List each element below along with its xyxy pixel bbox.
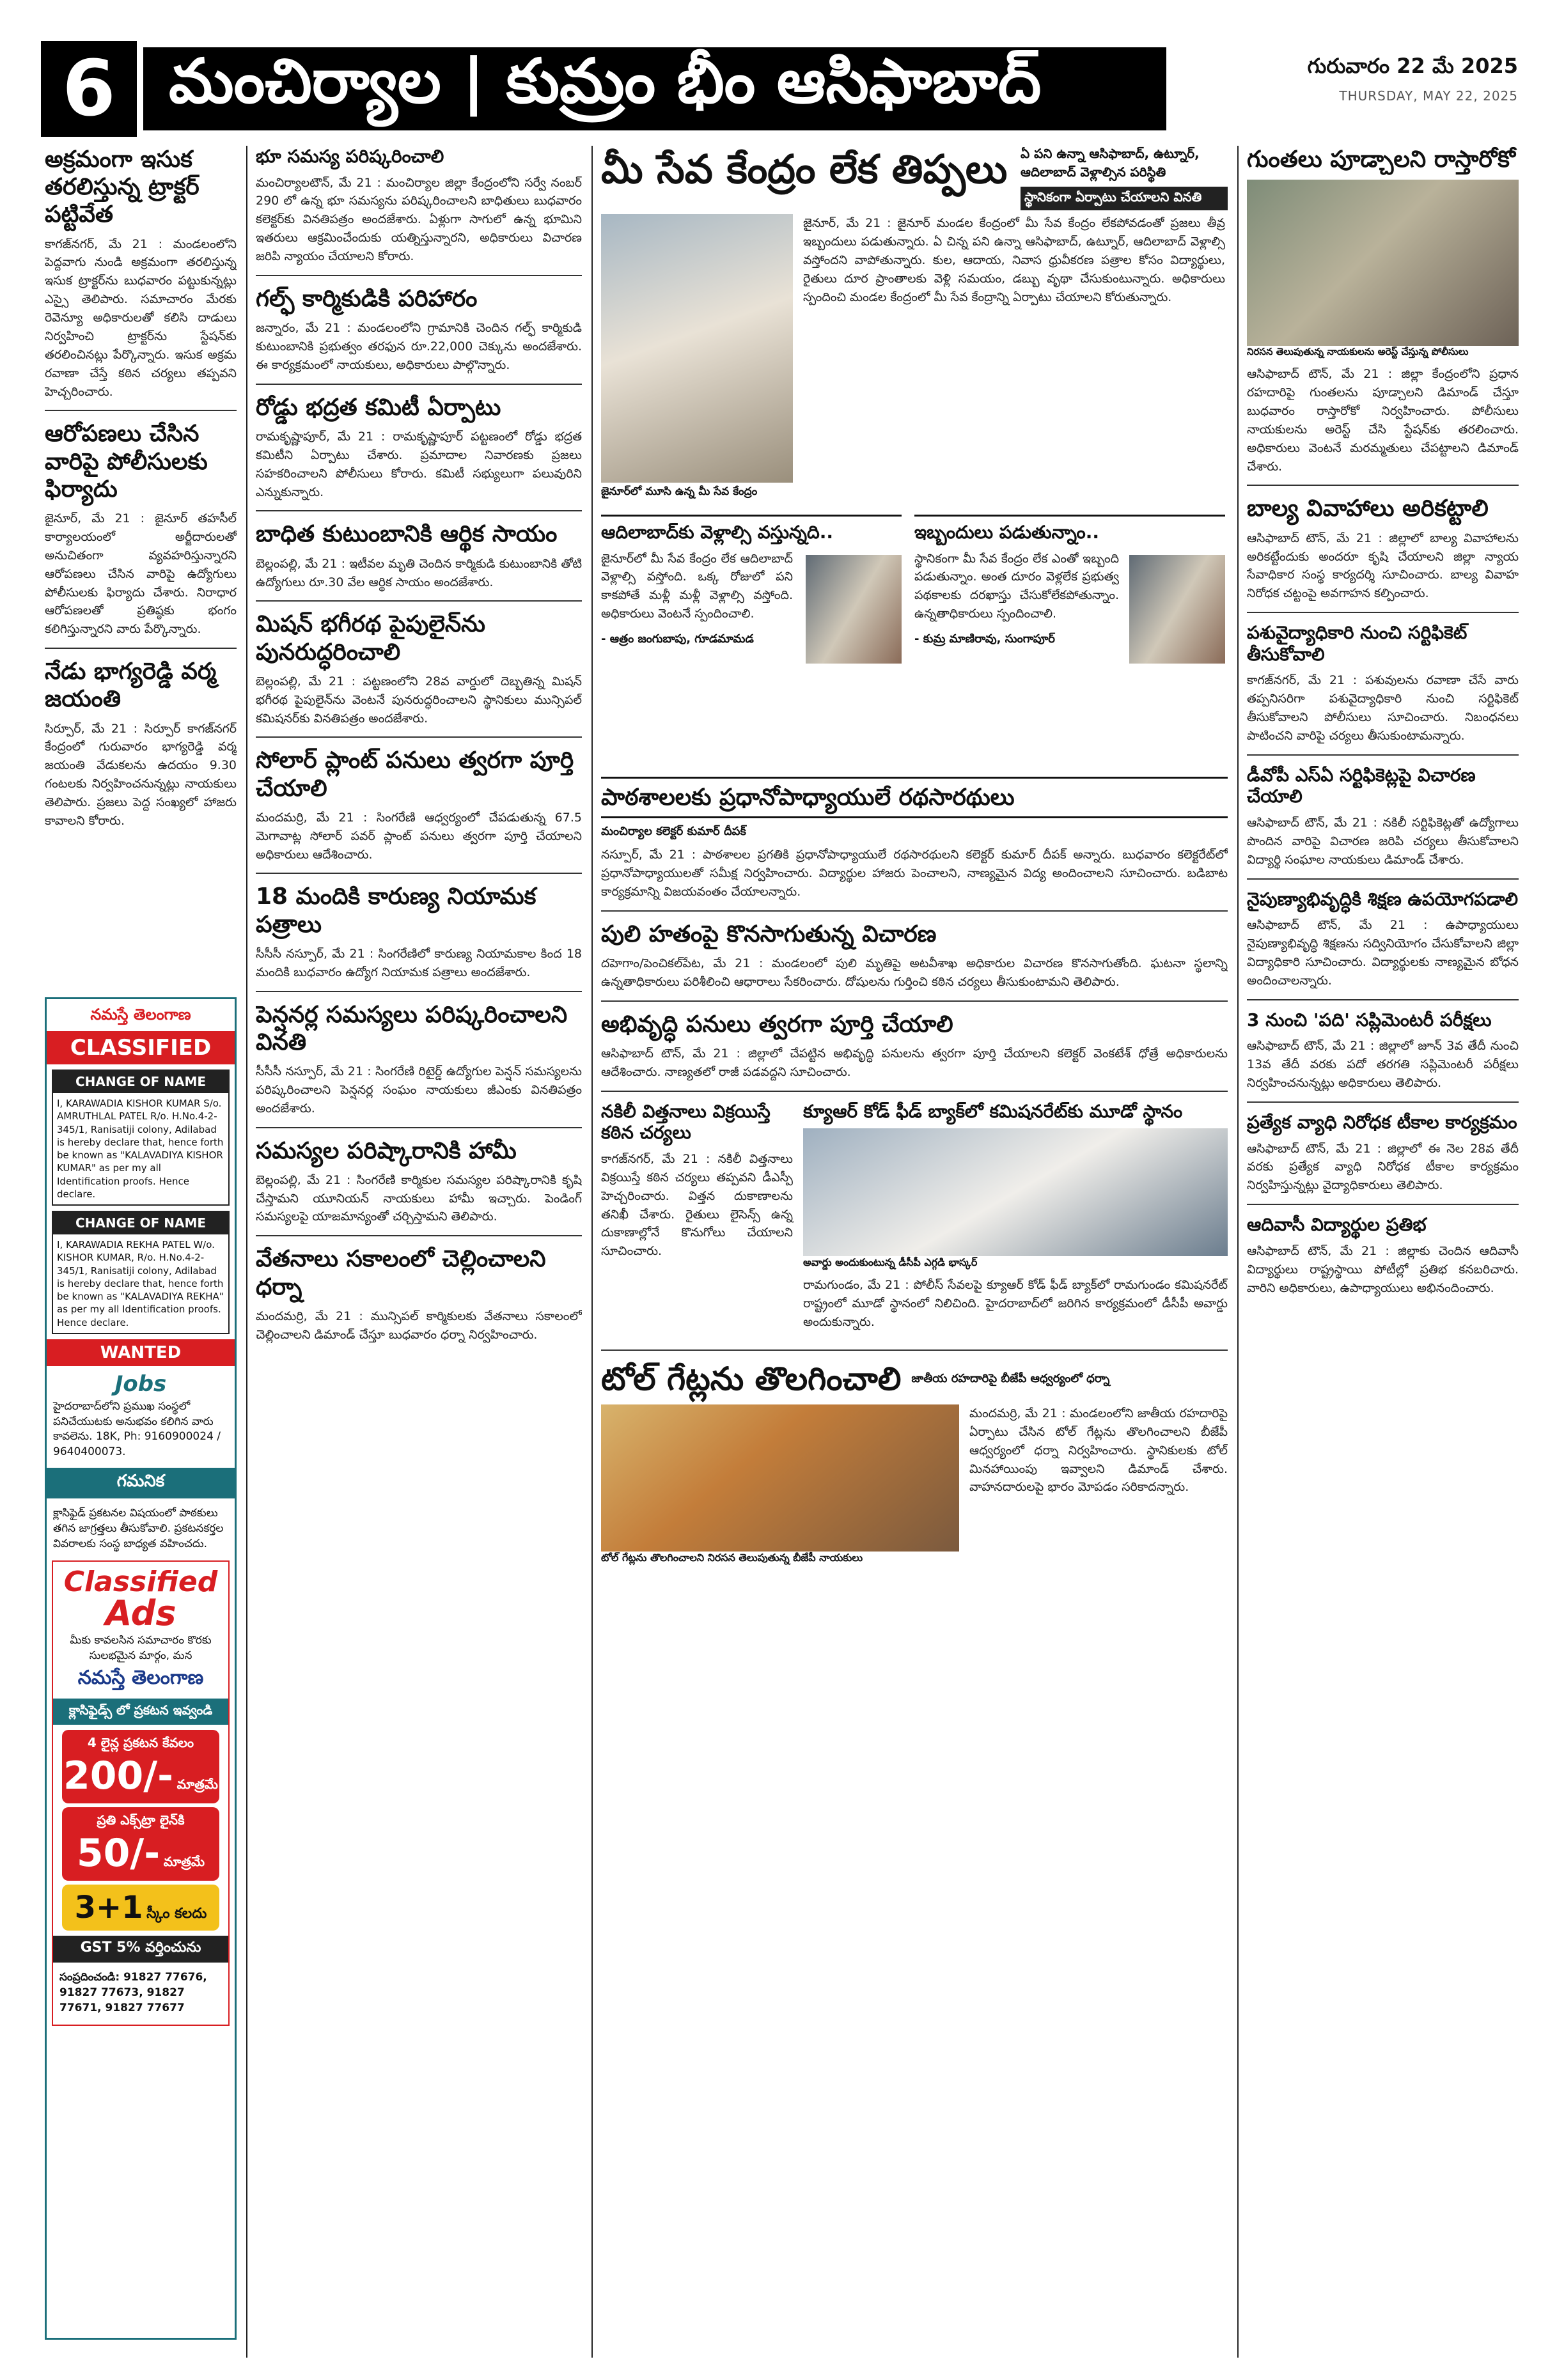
article-child-marriages: ఆసిఫాబాద్ టౌన్, మే 21 : జిల్లాలో బాల్య వివాహాలను అరికట్టేందుకు అందరూ కృషి చేయాలని జిల్లా న్యాయ సేవాధికార సంస్థ కార్యదర్శి సూచించారు. బాల్య వివాహ నిరోధక చట్టంపై అవగాహన కల్పించారు. bbox=[1247, 531, 1519, 601]
headline-veterinary-certificate: పశువైద్యాధికారి నుంచి సర్టిఫికెట్ తీసుకోవాలి bbox=[1247, 622, 1467, 665]
article-gulf-worker: జన్నారం, మే 21 : మండలంలోని గ్రామానికి చెందిన గల్ఫ్ కార్మికుడి కుటుంబానికి ప్రభుత్వం తరఫున రూ.22,000 చెక్కును అందజేశారు. ఈ కార్యక్రమంలో నాయకులు, అధికారులు పాల్గొన్నారు. bbox=[256, 321, 582, 372]
masthead bbox=[41, 41, 1518, 137]
divider bbox=[256, 275, 582, 276]
article-financial-aid: బెల్లంపల్లి, మే 21 : ఇటీవల మృతి చెందిన కార్మికుడి కుటుంబానికి తోటి ఉద్యోగులు రూ.30 వేల ఆర్థిక సాయం అందజేశారు. bbox=[256, 556, 582, 589]
divider bbox=[1247, 1101, 1519, 1103]
divider bbox=[256, 1235, 582, 1236]
headline-supplementary-exams: 3 నుంచి 'పది' సప్లిమెంటరీ పరీక్షలు bbox=[1247, 1009, 1492, 1031]
divider bbox=[601, 910, 1228, 912]
article-assurance: బెల్లంపల్లి, మే 21 : సింగరేణి కార్మికుల సమస్యల పరిష్కారానికి కృషి చేస్తామని యూనియన్ నాయకులు హామీ ఇచ్చారు. పెండింగ్ సమస్యలపై యాజమాన్యంతో చర్చిస్తామని తెలిపారు. bbox=[256, 1172, 582, 1224]
qr-award-photo bbox=[803, 1128, 1228, 1256]
column-right bbox=[1247, 146, 1519, 2358]
headline-tiger-probe: పులి హతంపై కొనసాగుతున్న విచారణ bbox=[601, 921, 937, 947]
quote-1-photo bbox=[806, 555, 902, 664]
divider bbox=[1247, 754, 1519, 756]
price-basic-unit: మాత్రమే bbox=[176, 1776, 218, 1792]
quote-box-1 bbox=[601, 515, 902, 770]
article-fake-seeds: కాగజ్‌నగర్, మే 21 : నకిలీ విత్తనాలు విక్రయిస్తే కఠిన చర్యలు తప్పవని డీఎస్పీ హెచ్చరించారు. విత్తన దుకాణాలను తనిఖీ చేశారు. రైతులు లైసెన్స్ ఉన్న దుకాణాల్లోనే కొనుగోలు చేయాలని సూచించారు. bbox=[601, 1151, 793, 1259]
lead-story-block bbox=[601, 214, 1228, 777]
notice-title: CHANGE OF NAME bbox=[53, 1212, 228, 1234]
story-qr-feedback bbox=[803, 1101, 1228, 1341]
article-potholes-rastaroko: ఆసిఫాబాద్ టౌన్, మే 21 : జిల్లా కేంద్రంలోని ప్రధాన రహదారిపై గుంతలను పూడ్చాలని డిమాండ్ చేస్తూ బుధవారం రాస్తారోకో నిర్వహించారు. పోలీసులు నాయకులను అరెస్ట్ చేసి స్టేషన్‌కు తరలించారు. అధికారులు వెంటనే మరమ్మతులు చేపట్టాలని డిమాండ్ చేశారు. bbox=[1247, 367, 1519, 474]
lead-subhead: స్థానికంగా ఏర్పాటు చేయాలని వినతి bbox=[1021, 187, 1228, 210]
offer-badge bbox=[62, 1885, 219, 1931]
article-veterinary-certificate: కాగజ్‌నగర్, మే 21 : పశువులను రవాణా చేసే వారు తప్పనిసరిగా పశువైద్యాధికారి నుంచి సర్టిఫికెట్ తీసుకోవాలని పోలీసులు సూచించారు. నిబంధనలు పాటించని వారిపై చర్యలు తీసుకుంటామన్నారు. bbox=[1247, 673, 1519, 743]
lead-photo bbox=[601, 214, 793, 483]
page-number: 6 bbox=[41, 41, 137, 137]
headline-jayanthi: నేడు భాగ్యరెడ్డి వర్మ జయంతి bbox=[45, 658, 217, 713]
headline-development-works: అభివృద్ధి పనులు త్వరగా పూర్తి చేయాలి bbox=[601, 1011, 953, 1038]
column-left bbox=[45, 146, 237, 990]
quote-1-text: జైనూర్‌లో మీ సేవ కేంద్రం లేక ఆదిలాబాద్ వెళ్లాల్సి వస్తోంది. ఒక్క రోజులో పని కాకపోతే మళ్లీ మళ్లీ వెళ్లాల్సి వస్తోంది. అధికారులు వెంటనే స్పందించాలి. bbox=[601, 551, 793, 621]
article-pensioners: సీసీసీ నస్పూర్, మే 21 : సింగరేణి రిటైర్డ్ ఉద్యోగుల పెన్షన్ సమస్యలను పరిష్కరించాలని పెన్షనర్ల సంఘం నాయకులు జీఎంకు వినతిపత్రం అందజేశారు. bbox=[256, 1064, 582, 1116]
toll-photo-wrap bbox=[601, 1404, 959, 1571]
divider bbox=[1247, 1204, 1519, 1205]
article-qr-feedback: రామగుండం, మే 21 : పోలీస్ సేవలపై క్యూఆర్ కోడ్ ఫీడ్ బ్యాక్‌లో రామగుండం కమిషనరేట్ రాష్ట్రంలో మూడో స్థానంలో నిలిచింది. హైదరాబాద్‌లో జరిగిన కార్యక్రమంలో డీసీపీ అవార్డు అందుకున్నారు. bbox=[803, 1278, 1228, 1330]
toll-heading-row bbox=[601, 1360, 1228, 1404]
article-police-complaint: జైనూర్, మే 21 : జైనూర్ తహసీల్ కార్యాలయంలో అర్జీదారులతో అనుచితంగా వ్యవహరిస్తున్నారని ఆరోపణలు చేసిన వారిపై ఉద్యోగులు పోలీసులకు ఫిర్యాదు చేశారు. నిరాధార ఆరోపణలతో ప్రతిష్ఠకు భంగం కలిగిస్తున్నారని వారు పేర్కొన్నారు. bbox=[45, 511, 237, 637]
column-rule bbox=[246, 146, 247, 2358]
quote-2-text: స్థానికంగా మీ సేవ కేంద్రం లేక ఎంతో ఇబ్బంది పడుతున్నాం. అంత దూరం వెళ్లలేక ప్రభుత్వ పథకాలకు దరఖాస్తు చేసుకోలేకపోతున్నాం. ఉన్నతాధికారులు స్పందించాలి. bbox=[914, 551, 1119, 621]
jobs-logo: Jobs bbox=[114, 1371, 167, 1397]
divider bbox=[256, 1127, 582, 1128]
quote-2-author: - కుమ్ర మాణిరావు, సుంగాపూర్ bbox=[914, 632, 1055, 646]
headline-financial-aid: బాధిత కుటుంబానికి ఆర్థిక సాయం bbox=[256, 521, 558, 548]
article-wages-dharna: మందమర్రి, మే 21 : మున్సిపల్ కార్మికులకు వేతనాలు సకాలంలో చెల్లించాలని డిమాండ్ చేస్తూ బుధవారం ధర్నా నిర్వహించారు. bbox=[256, 1309, 582, 1342]
divider bbox=[601, 1000, 1228, 1002]
ads-word-classified: Classified bbox=[63, 1566, 218, 1599]
price-basic bbox=[62, 1730, 219, 1803]
toll-subhead: జాతీయ రహదారిపై బీజేపీ ఆధ్వర్యంలో ధర్నా bbox=[911, 1372, 1110, 1386]
article-development-works: ఆసిఫాబాద్ టౌన్, మే 21 : జిల్లాలో చేపట్టిన అభివృద్ధి పనులను త్వరగా పూర్తి చేయాలని కలెక్టర్ వెంకటేశ్ ధోత్రే అధికారులను ఆదేశించారు. నాణ్యతలో రాజీ పడవద్దని సూచించారు. bbox=[601, 1046, 1228, 1079]
lead-heading-row bbox=[601, 146, 1228, 214]
classified-ads-promo bbox=[52, 1560, 230, 2026]
rastaroko-photo bbox=[1247, 180, 1519, 346]
price-extra-line bbox=[62, 1807, 219, 1881]
article-appointments: సీసీసీ నస్పూర్, మే 21 : సింగరేణిలో కారుణ్య నియామకాల కింద 18 మందికి బుధవారం ఉద్యోగ నియామక పత్రాలు అందజేశారు. bbox=[256, 946, 582, 979]
ads-line: మీకు కావలసిన సమాచారం కొరకు సులభమైన మార్గం, మన bbox=[70, 1634, 212, 1663]
qr-award-caption: అవార్డు అందుకుంటున్న డీసీపీ ఎగ్గడి భాస్కర్ bbox=[803, 1256, 978, 1269]
article-land-issue: మంచిర్యాలటౌన్, మే 21 : మంచిర్యాల జిల్లా కేంద్రంలోని సర్వే నంబర్ 290 లో ఉన్న భూ సమస్యను పరిష్కరించాలని బాధితులు బుధవారం కలెక్టర్‌కు వినతిపత్రం అందజేశారు. ఏళ్లుగా సాగులో ఉన్న భూమిని ఇతరులు ఆక్రమించేందుకు యత్నిస్తున్నారని, అధికారులు విచారణ జరిపి న్యాయం చేయాలని కోరారు. bbox=[256, 175, 582, 264]
date-english: THURSDAY, MAY 22, 2025 bbox=[1339, 88, 1518, 104]
classified-header: CLASSIFIED bbox=[47, 1031, 235, 1064]
quote-box-2 bbox=[914, 515, 1225, 770]
divider bbox=[601, 1349, 1228, 1351]
notice-text: I, KARAWADIA REKHA PATEL W/o. KISHOR KUMAR, R/o. H.No.4-2-345/1, Ranisatiji colony, Adilabad is hereby declare that, hence forth be known as "KALAVADIYA REKHA" as per my all Identification proofs. Hence declare. bbox=[57, 1239, 224, 1328]
headline-qr-feedback: క్యూఆర్ కోడ్ ఫీడ్ బ్యాక్‌లో కమిషనరేట్‌కు మూడో స్థానం bbox=[803, 1100, 1183, 1122]
lead-subhead: ఏ పని ఉన్నా ఆసిఫాబాద్, ఉట్నూర్, ఆదిలాబాద్ వెళ్లాల్సిన పరిస్థితి bbox=[1021, 146, 1200, 180]
wanted-text: హైదరాబాద్‌లోని ప్రముఖ సంస్థలో పనిచేయుటకు అనుభవం కలిగిన వారు కావలెను. 18K, Ph: 9160900024 / 9640400073. bbox=[53, 1399, 221, 1459]
divider bbox=[256, 873, 582, 874]
headline-gulf-worker: గల్ఫ్ కార్మికుడికి పరిహారం bbox=[256, 285, 478, 312]
two-story-row bbox=[601, 1101, 1228, 1341]
wanted-header: WANTED bbox=[47, 1339, 235, 1366]
article-toll-gates: మందమర్రి, మే 21 : మండలంలోని జాతీయ రహదారిపై ఏర్పాటు చేసిన టోల్ గేట్లను తొలగించాలని బీజేపీ ఆధ్వర్యంలో ధర్నా నిర్వహించారు. స్థానికులకు టోల్ మినహాయింపు ఇవ్వాలని డిమాండ్ చేశారు. వాహనదారులపై భారం మోపడం సరికాదన్నారు. bbox=[969, 1406, 1228, 1495]
headline-appointments: 18 మందికి కారుణ్య నియామక పత్రాలు bbox=[256, 883, 536, 938]
divider bbox=[256, 510, 582, 511]
ads-word-ads: Ads bbox=[105, 1593, 176, 1634]
divider bbox=[1247, 485, 1519, 486]
notice-text: I, KARAWADIA KISHOR KUMAR S/o. AMRUTHLAL PATEL R/o. H.No.4-2-345/1, Ranisatiji colony, Adilabad is hereby declare that, hence forth be known as "KALAVADIYA KISHOR KUMAR" as per my all Identification proofs. Hence declare. bbox=[57, 1098, 224, 1200]
classified-panel bbox=[45, 997, 237, 2340]
headline-certificate-probe: డీవోపీ ఎస్ఏ సర్టిఫికెట్లపై విచారణ చేయాలి bbox=[1247, 764, 1476, 807]
offer-text: స్కీం కలదు bbox=[146, 1905, 207, 1922]
column-second bbox=[256, 146, 582, 2358]
headline-police-complaint: ఆరోపణలు చేసిన వారిపై పోలీసులకు ఫిర్యాదు bbox=[45, 421, 208, 502]
quote-1-author: - ఆత్రం జంగుబాపు, గూడమామడ bbox=[601, 632, 754, 646]
headline-skill-training: నైపుణ్యాభివృద్ధికి శిక్షణ ఉపయోగపడాలి bbox=[1247, 888, 1519, 910]
divider bbox=[45, 410, 237, 411]
divider bbox=[1247, 878, 1519, 880]
gst-note: GST 5% వర్తించును bbox=[53, 1936, 228, 1963]
article-road-safety: రామకృష్ణాపూర్, మే 21 : రామకృష్ణాపూర్ పట్టణంలో రోడ్డు భద్రత కమిటీని ఏర్పాటు చేశారు. ప్రమాదాల నివారణకు ప్రజలు సహకరించాలని పోలీసులు కోరారు. కమిటీ సభ్యులుగా పలువురిని ఎన్నుకున్నారు. bbox=[256, 429, 582, 499]
article-pipeline: బెల్లంపల్లి, మే 21 : పట్టణంలోని 28వ వార్డులో దెబ్బతిన్న మిషన్ భగీరథ పైపులైన్‌ను వెంటనే పునరుద్ధరించాలని స్థానికులు మున్సిపల్ కమిషనర్‌కు వినతిపత్రం అందజేశారు. bbox=[256, 674, 582, 726]
headline-wages-dharna: వేతనాలు సకాలంలో చెల్లించాలని ధర్నా bbox=[256, 1246, 546, 1300]
price-extra-unit: మాత్రమే bbox=[163, 1853, 205, 1869]
lead-subheads bbox=[1021, 146, 1228, 214]
divider bbox=[1247, 999, 1519, 1000]
classified-brand: నమస్తే తెలంగాణ bbox=[90, 1006, 191, 1023]
article-skill-training: ఆసిఫాబాద్ టౌన్, మే 21 : ఉపాధ్యాయులు నైపుణ్యాభివృద్ధి శిక్షణను సద్వినియోగం చేసుకోవాలని జిల్లా విద్యాధికారి సూచించారు. విద్యార్థులకు నాణ్యమైన బోధన అందించాలన్నారు. bbox=[1247, 918, 1519, 988]
headline-potholes-rastaroko: గుంతలు పూడ్చాలని రాస్తారోకో bbox=[1247, 146, 1515, 173]
toll-photo-caption: టోల్ గేట్లను తొలగించాలని నిరసన తెలుపుతున్న బీజేపీ నాయకులు bbox=[601, 1551, 863, 1564]
lead-headline: మీ సేవ కేంద్రం లేక తిప్పలు bbox=[601, 146, 1008, 192]
ads-brand: నమస్తే తెలంగాణ bbox=[77, 1666, 204, 1689]
headline-toll-gates: టోల్ గేట్లను తొలగించాలి bbox=[601, 1360, 902, 1397]
toll-protest-photo bbox=[601, 1404, 959, 1552]
byline-collector: మంచిర్యాల కలెక్టర్ కుమార్ దీపక్ bbox=[601, 825, 746, 839]
headline-vaccination: ప్రత్యేక వ్యాధి నిరోధక టీకాల కార్యక్రమం bbox=[1247, 1111, 1517, 1133]
contact-numbers: సంప్రదించండి: 91827 77676, 91827 77673, 91827 77671, 91827 77677 bbox=[59, 1970, 207, 2014]
quote-1-heading: ఆదిలాబాద్‌కు వెళ్లాల్సి వస్తున్నది.. bbox=[601, 522, 834, 543]
headline-road-safety: రోడ్డు భద్రత కమిటీ ఏర్పాటు bbox=[256, 394, 501, 421]
divider bbox=[256, 600, 582, 602]
divider bbox=[1247, 612, 1519, 613]
article-certificate-probe: ఆసిఫాబాద్ టౌన్, మే 21 : నకిలీ సర్టిఫికెట్లతో ఉద్యోగాలు పొందిన వారిపై విచారణ జరిపి చర్యలు తీసుకోవాలని విద్యార్థి సంఘాల నాయకులు డిమాండ్ చేశారు. bbox=[1247, 816, 1519, 867]
quote-2-photo bbox=[1129, 555, 1225, 664]
divider bbox=[45, 648, 237, 649]
change-of-name-notice bbox=[52, 1211, 230, 1334]
headline-land-issue: భూ సమస్య పరిష్కరించాలి bbox=[256, 146, 444, 167]
column-rule bbox=[1237, 146, 1239, 2358]
rastaroko-caption: నిరసన తెలుపుతున్న నాయకులను అరెస్ట్ చేస్తున్న పోలీసులు bbox=[1247, 346, 1469, 358]
lead-article: జైనూర్, మే 21 : జైనూర్ మండల కేంద్రంలో మీ సేవ కేంద్రం లేకపోవడంతో ప్రజలు తీవ్ర ఇబ్బందులు పడుతున్నారు. ఏ చిన్న పని ఉన్నా ఆసిఫాబాద్, ఉట్నూర్, ఆదిలాబాద్ వెళ్లాల్సి వస్తోందని వాపోతున్నారు. కుల, ఆదాయ, నివాస ధ్రువీకరణ పత్రాల కోసం విద్యార్థులు, రైతులు దూర ప్రాంతాలకు వెళ్లి సమయం, డబ్బు వృథా చేసుకుంటున్నారు. అధికారులు స్పందించి మండల కేంద్రంలో మీ సేవ కేంద్రాన్ని ఏర్పాటు చేయాలని కోరుతున్నారు. bbox=[803, 216, 1225, 304]
quote-2-heading: ఇబ్బందులు పడుతున్నాం.. bbox=[914, 522, 1099, 543]
notice-header: గమనిక bbox=[47, 1468, 235, 1498]
article-headmasters: నస్పూర్, మే 21 : పాఠశాలల ప్రగతికి ప్రధానోపాధ్యాయులే రథసారథులని కలెక్టర్ కుమార్ దీపక్ అన్నారు. బుధవారం కలెక్టరేట్‌లో ప్రధానోపాధ్యాయులతో సమీక్ష నిర్వహించారు. విద్యార్థుల హాజరు పెంచాలని, నాణ్యమైన విద్య అందించాలని సూచించారు. బడిబాట కార్యక్రమాన్ని విజయవంతం చేయాలన్నారు. bbox=[601, 848, 1228, 899]
headline-adivasi-students: ఆదివాసీ విద్యార్థుల ప్రతిభ bbox=[1247, 1214, 1427, 1236]
lead-photo-caption: జైనూర్‌లో మూసి ఉన్న మీ సేవ కేంద్రం bbox=[601, 485, 793, 501]
divider bbox=[256, 991, 582, 992]
price-basic-value: 200/- bbox=[63, 1753, 174, 1798]
edition-date bbox=[1249, 54, 1518, 130]
headline-child-marriages: బాల్య వివాహాలు అరికట్టాలి bbox=[1247, 495, 1489, 522]
headline-solar-plant: సోలార్ ప్లాంట్ పనులు త్వరగా పూర్తి చేయాలి bbox=[256, 747, 574, 802]
price-extra-value: 50/- bbox=[76, 1830, 160, 1876]
change-of-name-notice bbox=[52, 1069, 230, 1206]
column-center bbox=[601, 146, 1228, 2358]
headline-pensioners: పెన్షనర్ల సమస్యలు పరిష్కరించాలని వినతి bbox=[256, 1001, 568, 1055]
date-telugu: గురువారం 22 మే 2025 bbox=[1307, 54, 1518, 78]
column-rule bbox=[591, 146, 593, 2358]
divider bbox=[256, 736, 582, 738]
article-sand-tractor: కాగజ్‌నగర్, మే 21 : మండలంలోని పెద్దవాగు నుండి అక్రమంగా తరలిస్తున్న ఇసుక ట్రాక్టర్‌ను బుధవారం పట్టుకున్నట్లు ఎస్సై తెలిపారు. సమాచారం మేరకు రెవెన్యూ అధికారులతో కలిసి దాడులు నిర్వహించి ట్రాక్టర్‌ను స్టేషన్‌కు తరలించినట్లు పేర్కొన్నారు. ఇసుక అక్రమ రవాణా చేస్తే కఠిన చర్యలు తప్పవని హెచ్చరించారు. bbox=[45, 237, 237, 399]
price-basic-label: 4 లైన్ల ప్రకటన కేవలం bbox=[87, 1734, 194, 1750]
headline-pipeline: మిషన్ భగీరథ పైపులైన్‌ను పునరుద్ధరించాలి bbox=[256, 611, 485, 665]
divider bbox=[601, 1091, 1228, 1092]
divider bbox=[256, 384, 582, 385]
article-jayanthi: సిర్పూర్, మే 21 : సిర్పూర్ కాగజ్‌నగర్ కేంద్రంలో గురువారం భాగ్యరెడ్డి వర్మ జయంతి వేడుకలను ఉదయం 9.30 గంటలకు నిర్వహించనున్నట్లు నాయకులు తెలిపారు. ప్రజలు పెద్ద సంఖ్యలో హాజరు కావాలని కోరారు. bbox=[45, 721, 237, 828]
offer-value: 3+1 bbox=[74, 1889, 143, 1925]
article-adivasi-students: ఆసిఫాబాద్ టౌన్, మే 21 : జిల్లాకు చెందిన ఆదివాసీ విద్యార్థులు రాష్ట్రస్థాయి పోటీల్లో ప్రతిభ కనబరిచారు. వారిని అధికారులు, ఉపాధ్యాయులు అభినందించారు. bbox=[1247, 1243, 1519, 1295]
notice-disclaimer: క్లాసిఫైడ్ ప్రకటనల విషయంలో పాఠకులు తగిన జాగ్రత్తలు తీసుకోవాలి. ప్రకటనకర్తల వివరాలకు సంస్థ బాధ్యత వహించదు. bbox=[53, 1506, 224, 1550]
headline-headmasters: పాఠశాలలకు ప్రధానోపాధ్యాయులే రథసారథులు bbox=[601, 777, 1228, 818]
ads-note: క్లాసిఫైడ్స్ లో ప్రకటన ఇవ్వండి bbox=[53, 1699, 228, 1725]
article-tiger-probe: దహెగాం/పెంచికల్‌పేట, మే 21 : మండలంలో పులి మృతిపై అటవీశాఖ అధికారుల విచారణ కొనసాగుతోంది. ఘటనా స్థలాన్ని ఉన్నతాధికారులు పరిశీలించి ఆధారాలు సేకరించారు. దోషులను గుర్తించి కఠిన చర్యలు తీసుకుంటామని తెలిపారు. bbox=[601, 956, 1228, 989]
article-vaccination: ఆసిఫాబాద్ టౌన్, మే 21 : జిల్లాలో ఈ నెల 28వ తేదీ వరకు ప్రత్యేక వ్యాధి నిరోధక టీకాల కార్యక్రమం నిర్వహిస్తున్నట్లు వైద్యాధికారులు తెలిపారు. bbox=[1247, 1141, 1519, 1193]
article-supplementary-exams: ఆసిఫాబాద్ టౌన్, మే 21 : జిల్లాలో జూన్ 3వ తేదీ నుంచి 13వ తేదీ వరకు పదో తరగతి సప్లిమెంటరీ పరీక్షలు నిర్వహించనున్నట్లు అధికారులు తెలిపారు. bbox=[1247, 1039, 1519, 1091]
price-extra-label: ప్రతి ఎక్స్‌ట్రా లైన్‌కి bbox=[97, 1812, 185, 1828]
article-solar-plant: మందమర్రి, మే 21 : సింగరేణి ఆధ్వర్యంలో చేపడుతున్న 67.5 మెగావాట్ల సోలార్ పవర్ ప్లాంట్ పనులు త్వరగా పూర్తి చేయాలని అధికారులు ఆదేశించారు. bbox=[256, 810, 582, 862]
story-fake-seeds bbox=[601, 1101, 793, 1341]
edition-title: మంచిర్యాల | కుమ్రం భీం ఆసిఫాబాద్ bbox=[143, 47, 1166, 130]
headline-assurance: సమస్యల పరిష్కారానికి హామీ bbox=[256, 1137, 517, 1164]
notice-title: CHANGE OF NAME bbox=[53, 1071, 228, 1093]
toll-story-block bbox=[601, 1404, 1228, 1571]
headline-fake-seeds: నకిలీ విత్తనాలు విక్రయిస్తే కఠిన చర్యలు bbox=[601, 1100, 771, 1144]
headline-sand-tractor: అక్రమంగా ఇసుక తరలిస్తున్న ట్రాక్టర్ పట్టివేత bbox=[45, 146, 200, 228]
